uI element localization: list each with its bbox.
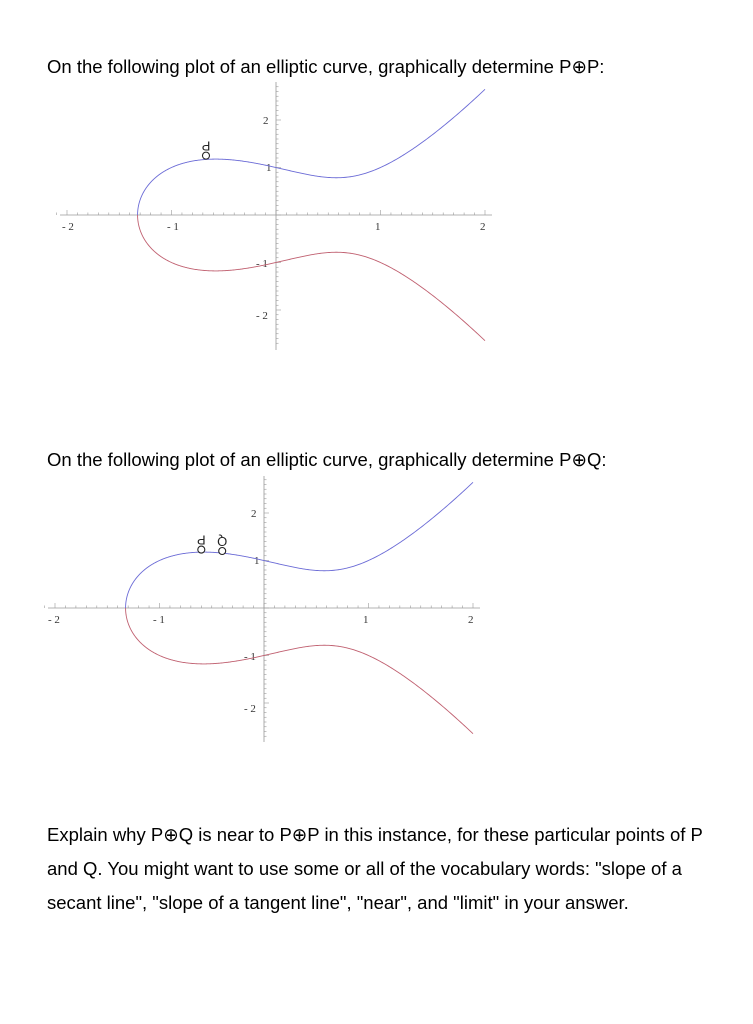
y-axis: [276, 82, 281, 350]
curve-upper-branch: [138, 89, 485, 215]
point-q-label: Q: [217, 534, 228, 549]
curve-upper-branch: [126, 482, 473, 608]
y-tick-label-neg1: - 1: [244, 651, 256, 663]
curve-lower-branch: [138, 215, 485, 341]
x-tick-label-1: 1: [375, 221, 381, 233]
x-tick-label-neg1: - 1: [153, 614, 165, 626]
x-tick-label-2: 2: [468, 614, 474, 626]
curve-lower-branch: [126, 608, 473, 734]
x-tick-label-neg2: - 2: [48, 614, 60, 626]
x-axis: [57, 210, 492, 215]
x-axis: [45, 603, 480, 608]
y-tick-label-neg2: - 2: [256, 310, 268, 322]
y-tick-label-1: 1: [254, 555, 260, 567]
explanation-prompt: Explain why P⊕Q is near to P⊕P in this instance, for these particular points of P and Q. You might want to use some or all of the vocabulary words: "slope of a secant line", "slope of a tangent line", "near", and "limit" in your answer.: [47, 824, 703, 913]
question-2-text: On the following plot of an elliptic curve, graphically determine P⊕Q:: [47, 449, 607, 470]
y-tick-label-neg1: - 1: [256, 258, 268, 270]
point-p-label: P: [201, 138, 211, 154]
elliptic-curve-plot-2: [40, 474, 490, 749]
x-tick-label-neg2: - 2: [62, 221, 74, 233]
y-axis: [264, 476, 269, 742]
y-tick-label-2: 2: [251, 508, 257, 520]
x-tick-label-2: 2: [480, 221, 486, 233]
y-tick-label-2: 2: [263, 115, 269, 127]
x-tick-label-1: 1: [363, 614, 369, 626]
x-tick-label-neg1: - 1: [167, 221, 179, 233]
y-tick-label-1: 1: [266, 162, 272, 174]
point-p-label: P: [196, 532, 206, 548]
elliptic-curve-plot-1: [52, 80, 502, 355]
question-1-text: On the following plot of an elliptic curve, graphically determine P⊕P:: [47, 56, 605, 77]
y-tick-label-neg2: - 2: [244, 703, 256, 715]
